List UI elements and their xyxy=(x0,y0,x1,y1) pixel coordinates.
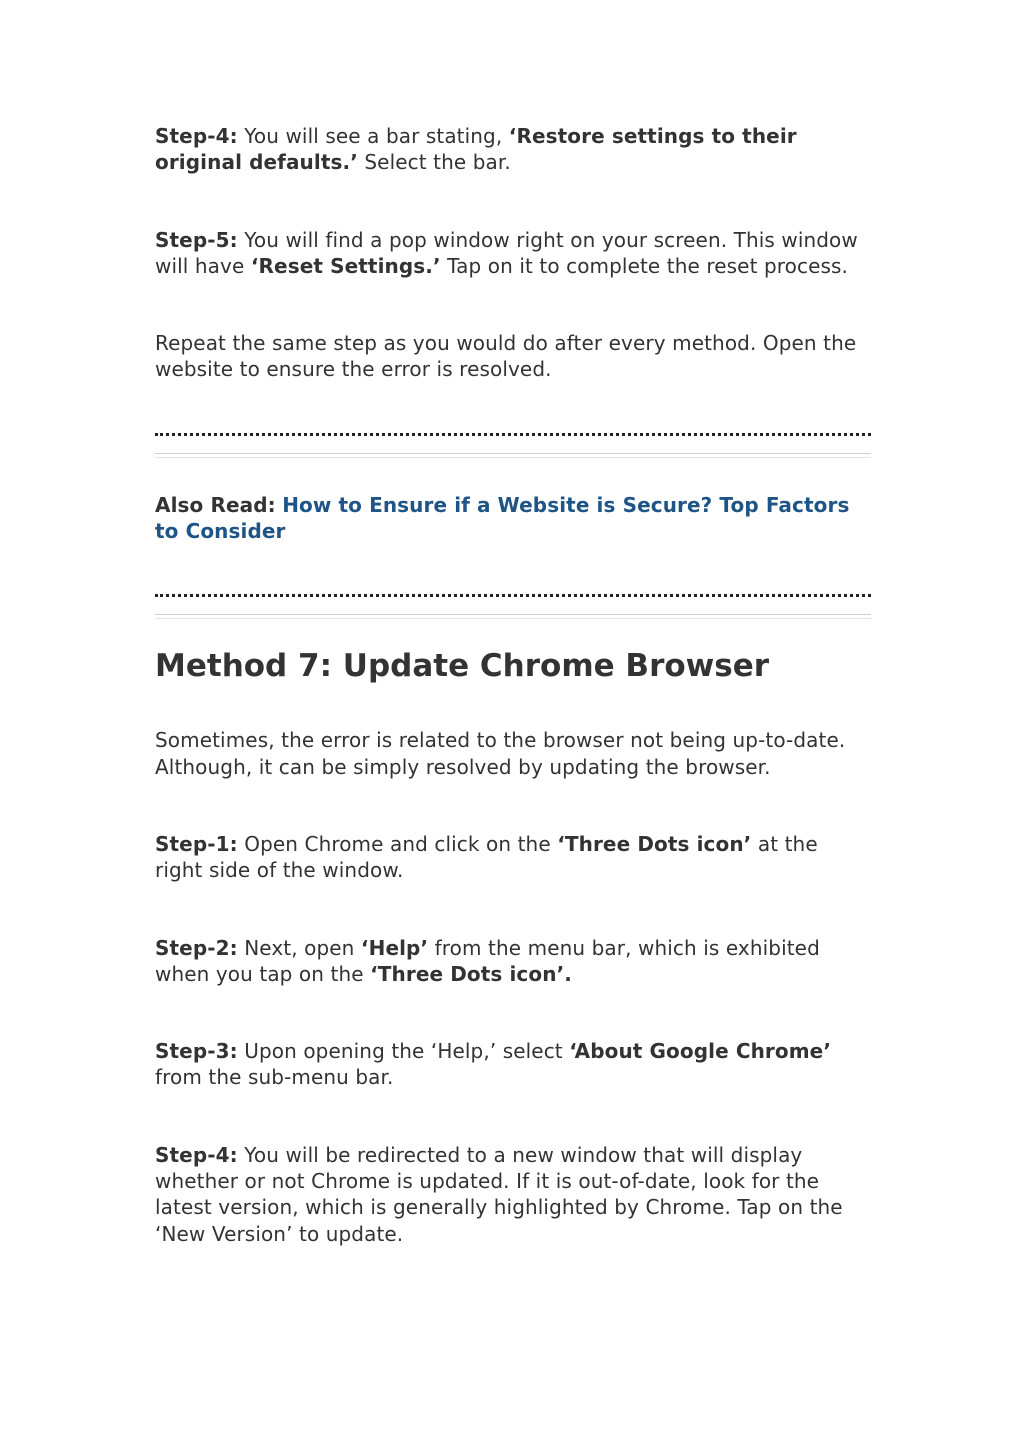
step-label: Step-5: xyxy=(155,227,238,252)
dotted-divider xyxy=(155,433,871,436)
repeat-paragraph: Repeat the same step as you would do after every method. Open the website to ensure the error is resolved. xyxy=(155,331,857,382)
method7-step-1-paragraph xyxy=(155,831,871,884)
step-label: Step-4: xyxy=(155,124,238,148)
method7-step-3-paragraph xyxy=(155,1038,871,1091)
step-text: at the right side of the window. xyxy=(155,831,818,883)
step-text: You will see a bar stating, xyxy=(237,124,509,148)
step-5-paragraph xyxy=(155,227,871,280)
step-text: You will find a pop window right on your screen. This window will have xyxy=(155,227,858,278)
step-4-paragraph xyxy=(155,123,871,176)
step-label: Step-4: xyxy=(155,1142,238,1167)
step-text: Next, open xyxy=(237,935,361,960)
step-emphasis: ‘Reset Settings.’ xyxy=(250,253,441,278)
step-label: Step-1: xyxy=(155,831,238,856)
separator xyxy=(155,594,871,619)
step-text: from the sub-menu bar. xyxy=(155,1065,394,1090)
step-emphasis: ‘Three Dots icon’. xyxy=(370,961,572,986)
separator xyxy=(155,433,871,458)
step-text: Select the bar. xyxy=(357,150,511,175)
also-read-link[interactable]: How to Ensure if a Website is Secure? Top Factors to Consider xyxy=(155,492,850,544)
step-text: Upon opening the ‘Help,’ select xyxy=(237,1039,570,1064)
dotted-divider xyxy=(155,594,871,597)
also-read-paragraph xyxy=(155,492,871,545)
step-text: Tap on it to complete the reset process. xyxy=(440,253,848,278)
step-label: Step-2: xyxy=(155,935,238,960)
article-content xyxy=(155,123,871,1247)
step-emphasis: ‘Help’ xyxy=(360,935,429,960)
also-read-label: Also Read: xyxy=(155,492,276,517)
step-text: You will be redirected to a new window that will display whether or not Chrome is updated. If it is out-of-date, look for the latest version, which is generally highlighted by Chrome. Tap on the ‘New Version’ to update. xyxy=(155,1142,843,1246)
step-emphasis: ‘Three Dots icon’ xyxy=(557,831,752,856)
section-heading: Method 7: Update Chrome Browser xyxy=(155,648,770,685)
step-emphasis: ‘Restore settings to their original defaults.’ xyxy=(155,124,797,175)
method7-step-4-paragraph xyxy=(155,1142,871,1247)
intro-paragraph: Sometimes, the error is related to the browser not being up-to-date. Although, it can be simply resolved by updating the browser. xyxy=(155,728,846,779)
step-text: from the menu bar, which is exhibited when you tap on the xyxy=(155,935,820,986)
step-text: Open Chrome and click on the xyxy=(237,831,558,856)
method7-step-2-paragraph xyxy=(155,935,871,988)
step-emphasis: ‘About Google Chrome’ xyxy=(569,1039,832,1064)
step-label: Step-3: xyxy=(155,1039,238,1064)
